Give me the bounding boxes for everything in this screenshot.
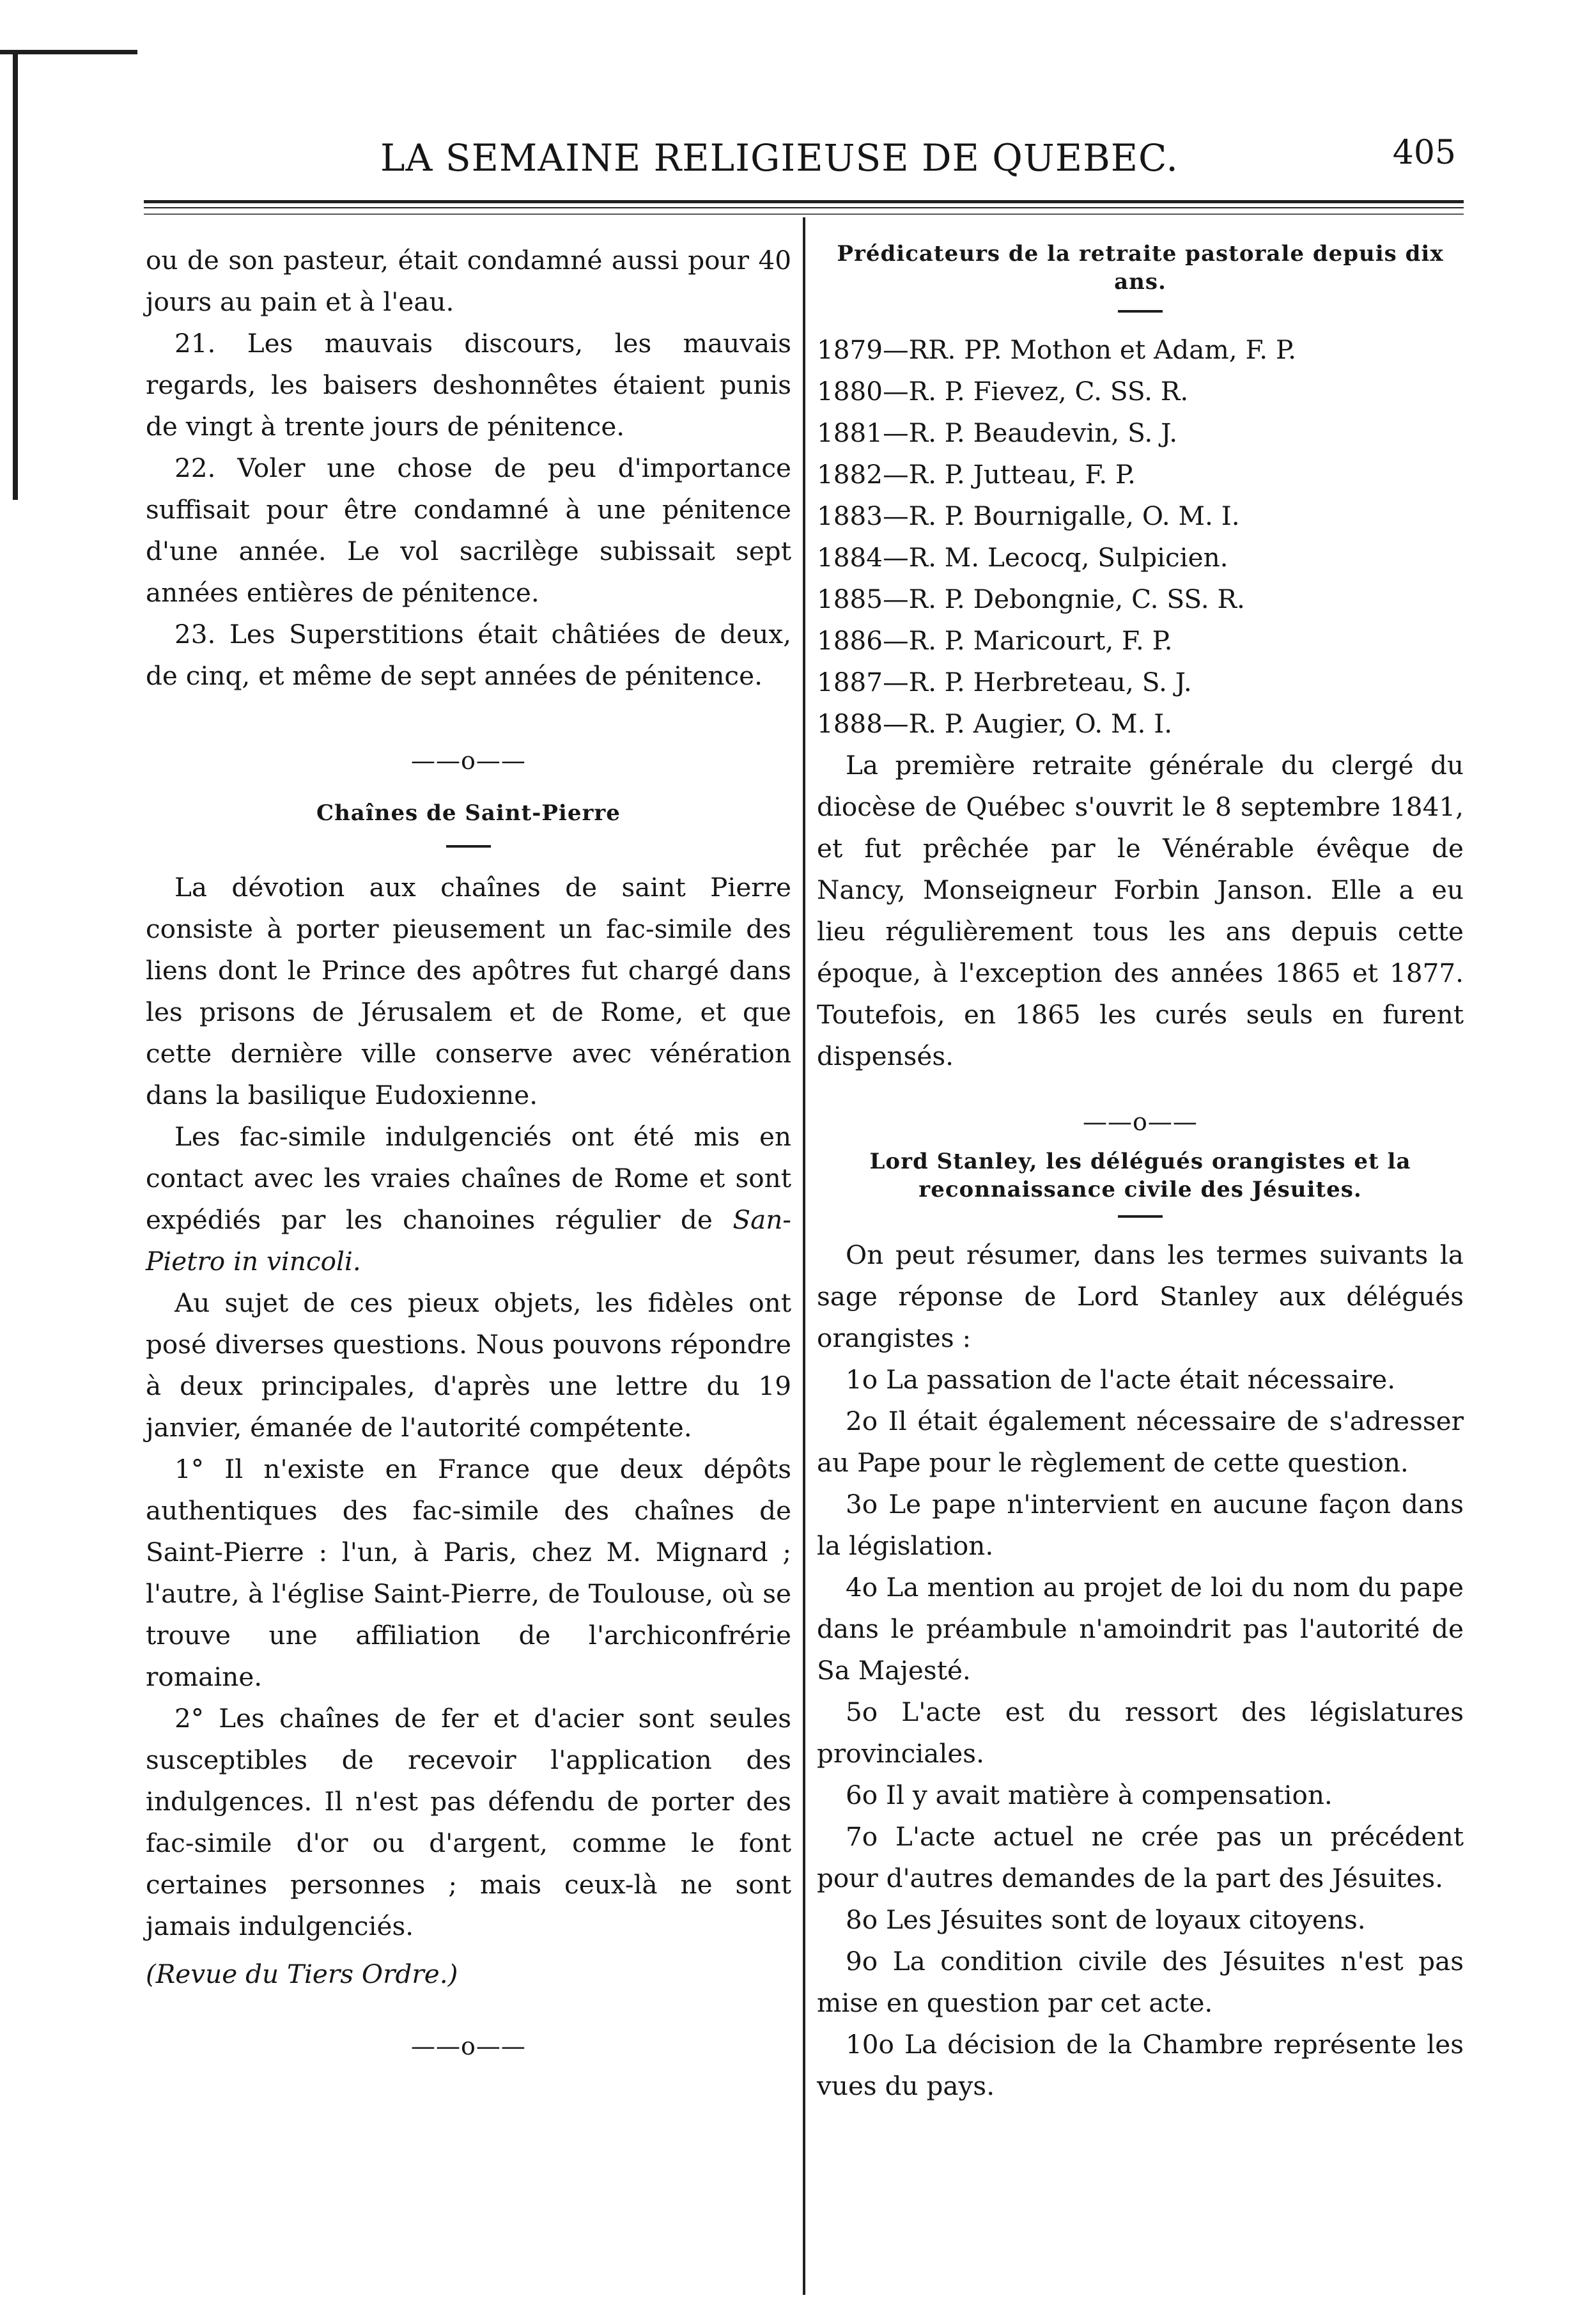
section-title: Lord Stanley, les délégués orangistes et la reconnaissance civile des Jésuites. [869, 1149, 1411, 1202]
paragraph [146, 1116, 791, 1282]
paragraph: 22. Voler une chose de peu d'importance suffisait pour être condamné à une pénitence d'une année. Le vol sacrilège subissait sept années entières de pénitence. [146, 453, 791, 608]
margin-bar [13, 52, 18, 500]
numbered-point: 7o L'acte actuel ne crée pas un précédent pour d'autres demandes de la part des Jésuites. [817, 1821, 1464, 1893]
running-header [144, 125, 1464, 189]
separator: ——o—— [411, 747, 526, 775]
preacher-entry: 1883—R. P. Bournigalle, O. M. I. [817, 501, 1240, 531]
paragraph: Au sujet de ces pieux objets, les fidèles ont posé diverses questions. Nous pouvons répondre à deux principales, d'après une lettre du 19 janvier, émanée de l'autorité compétente. [146, 1287, 791, 1443]
journal-title: LA SEMAINE RELIGIEUSE DE QUEBEC. [380, 136, 1179, 180]
numbered-point: 1o La passation de l'acte était nécessaire. [846, 1364, 1396, 1395]
preacher-entry: 1882—R. P. Jutteau, F. P. [817, 459, 1136, 490]
preacher-entry: 1879—RR. PP. Mothon et Adam, F. P. [817, 334, 1296, 365]
preacher-entry: 1880—R. P. Fievez, C. SS. R. [817, 376, 1189, 407]
paragraph: On peut résumer, dans les termes suivants la sage réponse de Lord Stanley aux délégués orangistes : [817, 1239, 1464, 1353]
header-rule [144, 214, 1464, 215]
header-rule [144, 200, 1464, 203]
numbered-point: 3o Le pape n'intervient en aucune façon dans la législation. [817, 1489, 1464, 1561]
preacher-entry: 1884—R. M. Lecocq, Sulpicien. [817, 542, 1228, 573]
right-column [817, 240, 1464, 2107]
paragraph: 1° Il n'existe en France que deux dépôts authentiques des fac-simile des chaînes de Saint-Pierre : l'un, à Paris, chez M. Mignard ; l'autre, à l'église Saint-Pierre, de Toulouse, où se trouve une affiliation de l'archiconfrérie romaine. [146, 1454, 791, 1692]
church-name: San-Pietro in vincoli. [146, 1204, 791, 1277]
points-list [817, 1359, 1464, 2107]
numbered-point: 10o La décision de la Chambre représente les vues du pays. [817, 2029, 1464, 2101]
header-rule [144, 207, 1464, 208]
paragraph: 23. Les Superstitions était châtiées de deux, de cinq, et même de sept années de pénitence. [146, 619, 791, 691]
numbered-point: 9o La condition civile des Jésuites n'est pas mise en question par cet acte. [817, 1946, 1464, 2018]
paragraph: 2° Les chaînes de fer et d'acier sont seules susceptibles de recevoir l'application des indulgences. Il n'est pas défendu de porter des fac-simile d'or ou d'argent, comme le font certaines personnes ; mais ceux-là ne sont jamais indulgenciés. [146, 1703, 791, 1941]
preacher-entry: 1888—R. P. Augier, O. M. I. [817, 708, 1173, 739]
numbered-point: 5o L'acte est du ressort des législatures provinciales. [817, 1697, 1464, 1769]
separator: ——o—— [411, 2032, 526, 2060]
preacher-entry: 1886—R. P. Maricourt, F. P. [817, 625, 1173, 656]
paragraph: La dévotion aux chaînes de saint Pierre consiste à porter pieusement un fac-simile des liens dont le Prince des apôtres fut chargé dans les prisons de Jérusalem et de Rome, et que cette dernière ville conserve avec vénération dans la basilique Eudoxienne. [146, 872, 791, 1110]
numbered-point: 2o Il était également nécessaire de s'adresser au Pape pour le règlement de cette question. [817, 1406, 1464, 1478]
numbered-point: 4o La mention au projet de loi du nom du pape dans le préambule n'amoindrit pas l'autorité de Sa Majesté. [817, 1572, 1464, 1686]
preachers-list [817, 329, 1464, 745]
section-title: Chaînes de Saint-Pierre [316, 800, 621, 826]
numbered-point: 6o Il y avait matière à compensation. [846, 1780, 1333, 1810]
numbered-point: 8o Les Jésuites sont de loyaux citoyens. [846, 1904, 1366, 1935]
preacher-entry: 1885—R. P. Debongnie, C. SS. R. [817, 584, 1245, 614]
section-title: Prédicateurs de la retraite pastorale depuis dix ans. [837, 241, 1444, 295]
preacher-entry: 1881—R. P. Beaudevin, S. J. [817, 417, 1178, 448]
title-dash [1118, 310, 1163, 313]
title-dash [1118, 1215, 1163, 1218]
title-dash [446, 845, 491, 848]
left-column [146, 240, 791, 2065]
source-citation: (Revue du Tiers Ordre.) [146, 1959, 458, 1989]
paragraph-text: Les fac-simile indulgenciés ont été mis en contact avec les vraies chaînes de Rome et sont expédiés par les chanoines régulier de [146, 1121, 791, 1235]
page-number: 405 [1392, 134, 1456, 172]
corner-rule [0, 50, 137, 68]
paragraph: 21. Les mauvais discours, les mauvais regards, les baisers deshonnêtes étaient punis de vingt à trente jours de pénitence. [146, 328, 791, 442]
paragraph: La première retraite générale du clergé du diocèse de Québec s'ouvrit le 8 septembre 1841, et fut prêchée par le Vénérable évêque de Nancy, Monseigneur Forbin Janson. Elle a eu lieu régulièrement tous les ans depuis cette époque, à l'exception des années 1865 et 1877. Toutefois, en 1865 les curés seuls en furent dispensés. [817, 750, 1464, 1071]
preacher-entry: 1887—R. P. Herbreteau, S. J. [817, 667, 1192, 697]
separator: ——o—— [1083, 1108, 1198, 1136]
column-divider [803, 217, 805, 2295]
paragraph: ou de son pasteur, était condamné aussi pour 40 jours au pain et à l'eau. [146, 245, 791, 317]
